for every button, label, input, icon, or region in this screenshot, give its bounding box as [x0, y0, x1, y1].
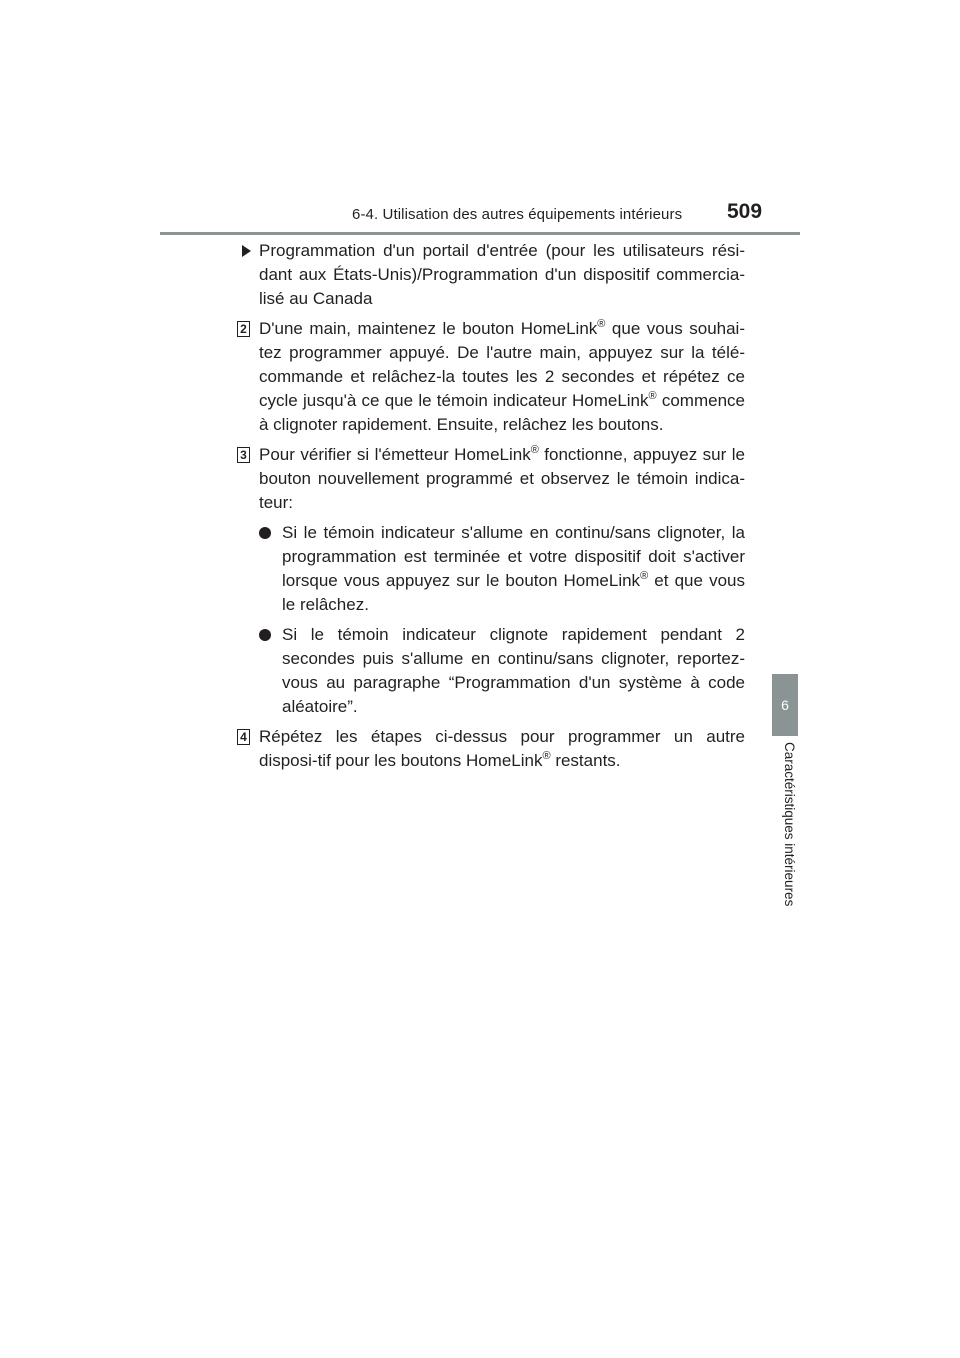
triangle-right-icon: [242, 245, 251, 257]
section-title: 6-4. Utilisation des autres équipements intérieurs: [352, 206, 683, 223]
step-text: D'une main, maintenez le bouton HomeLink® que vous souhai-tez programmer appuyé. De l'autre main, appuyez sur la télé-commande et relâchez-la toutes les 2 secondes et répétez ce cycle jusqu'à ce que le témoin indicateur HomeLink® commence à clignoter rapidement. Ensuite, relâchez les boutons.: [259, 318, 745, 434]
filled-circle-icon: [259, 629, 271, 641]
step-number-badge: 4: [237, 729, 250, 745]
intro-block: [259, 239, 745, 311]
bullet-text: Si le témoin indicateur s'allume en continu/sans clignoter, la programmation est terminée et votre dispositif doit s'activer lorsque vous appuyez sur le bouton HomeLink® et que vous le relâchez.: [282, 523, 745, 614]
intro-text: Programmation d'un portail d'entrée (pour les utilisateurs rési-dant aux États-Unis)/Programmation d'un dispositif commercia-lisé au Canada: [259, 241, 745, 308]
chapter-tab: 6: [772, 674, 798, 736]
step-text: Pour vérifier si l'émetteur HomeLink® fonctionne, appuyez sur le bouton nouvellement programmé et observez le témoin indica-teur:: [259, 444, 745, 512]
step-text: Répétez les étapes ci-dessus pour programmer un autre disposi-tif pour les boutons HomeLink® restants.: [259, 727, 745, 770]
page-number: 509: [727, 200, 763, 223]
step-number-badge: 2: [237, 321, 250, 337]
step-2: [240, 317, 745, 437]
main-content: [240, 239, 745, 779]
step-number-badge: 3: [237, 447, 250, 463]
chapter-label: Caractéristiques intérieures: [782, 742, 797, 907]
step-4: [240, 725, 745, 773]
bullet-item: [259, 623, 745, 719]
bullet-item: [259, 521, 745, 617]
header-divider: [160, 232, 800, 235]
bullet-text: Si le témoin indicateur clignote rapidement pendant 2 secondes puis s'allume en continu/sans clignoter, reportez-vous au paragraphe “Programmation d'un système à code aléatoire”.: [282, 625, 745, 716]
step-3: [240, 443, 745, 719]
filled-circle-icon: [259, 527, 271, 539]
